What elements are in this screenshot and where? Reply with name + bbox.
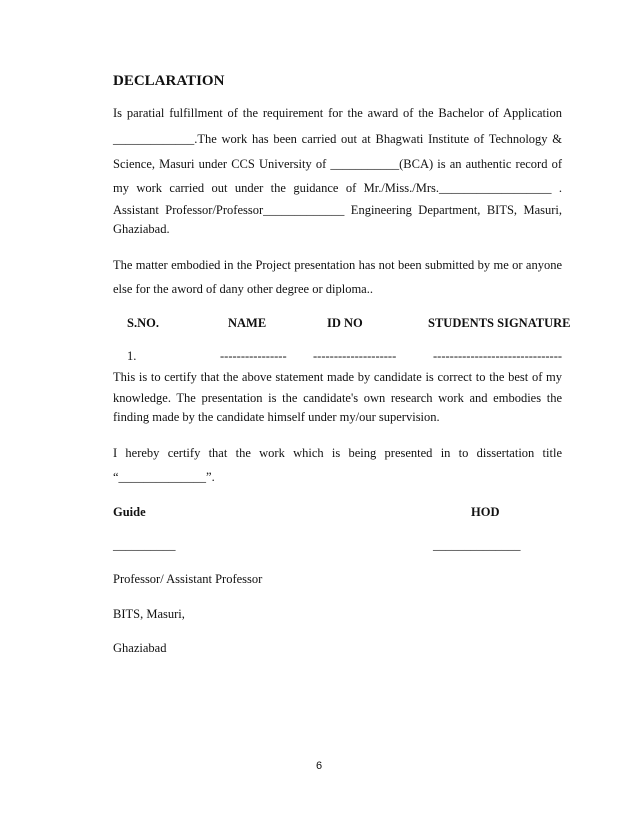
paragraph-line: This is to certify that the above statement made by candidate is correct to the best of my <box>113 370 562 384</box>
table-header-sno: S.NO. <box>127 316 159 330</box>
table-cell-signature: ------------------------------- <box>433 349 563 363</box>
table-header-name: NAME <box>228 316 267 330</box>
declaration-title: DECLARATION <box>113 73 225 89</box>
hod-signature-line: ______________ <box>433 538 521 552</box>
table-cell-id: -------------------- <box>313 349 397 363</box>
guide-institute: BITS, Masuri, <box>113 607 185 621</box>
guide-designation: Professor/ Assistant Professor <box>113 572 263 586</box>
paragraph-line: finding made by the candidate himself under my/our supervision. <box>113 410 440 424</box>
guide-signature-line: __________ <box>113 538 176 552</box>
paragraph-line: else for the aword of dany other degree or diploma.. <box>113 282 373 296</box>
paragraph-line: Ghaziabad. <box>113 222 170 236</box>
paragraph-line: knowledge. The presentation is the candidate's own research work and embodies the <box>113 391 562 405</box>
paragraph-line: my work carried out under the guidance of Mr./Miss./Mrs.__________________ . <box>113 181 562 195</box>
paragraph-line: I hereby certify that the work which is being presented in to dissertation title <box>113 446 562 460</box>
table-header-signature: STUDENTS SIGNATURE <box>428 316 571 330</box>
paragraph-line: Is paratial fulfillment of the requirement for the award of the Bachelor of Application <box>113 106 562 120</box>
table-cell-sno: 1. <box>127 349 137 363</box>
paragraph-line: _____________.The work has been carried out at Bhagwati Institute of Technology & <box>113 132 562 146</box>
table-header-id: ID NO <box>327 316 363 330</box>
paragraph-line: The matter embodied in the Project presentation has not been submitted by me or anyone <box>113 258 562 272</box>
page-number: 6 <box>315 760 323 772</box>
paragraph-line: Assistant Professor/Professor_____________ Engineering Department, BITS, Masuri, <box>113 203 562 217</box>
hod-label: HOD <box>471 505 500 519</box>
table-cell-name: ---------------- <box>220 349 287 363</box>
paragraph-line: “______________”. <box>113 470 215 484</box>
guide-city: Ghaziabad <box>113 641 167 655</box>
paragraph-line: Science, Masuri under CCS University of ___________(BCA) is an authentic record of <box>113 157 562 171</box>
guide-label: Guide <box>113 505 146 519</box>
